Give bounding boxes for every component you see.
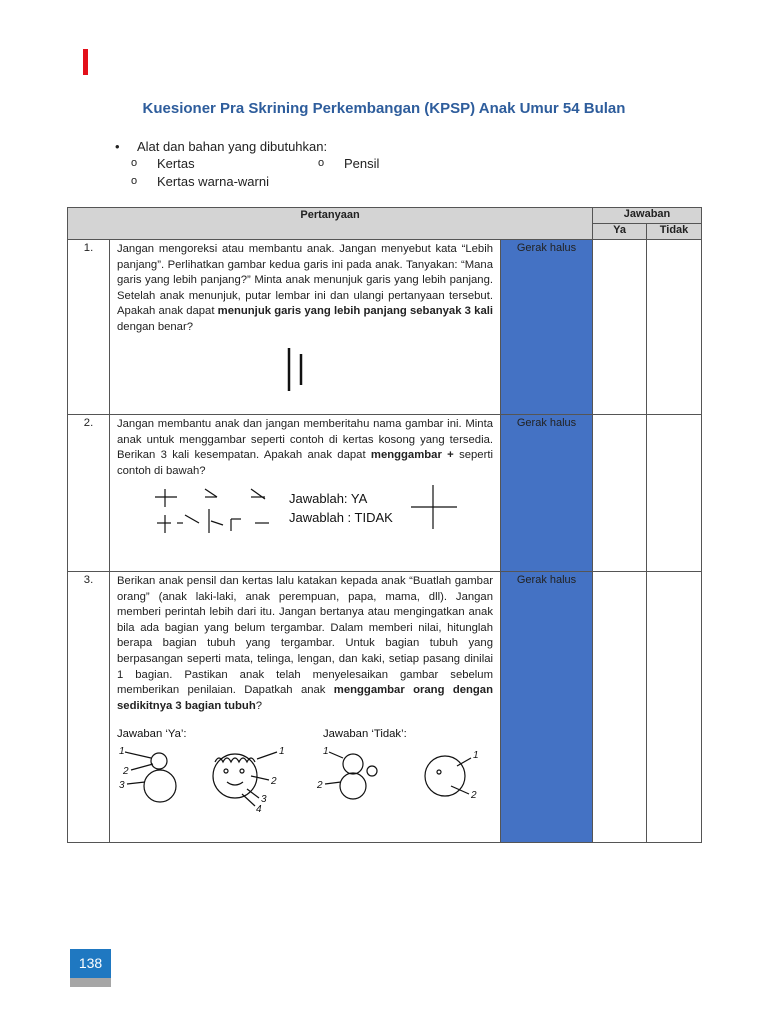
page-number-underbar bbox=[70, 978, 111, 987]
answer-yes-cell[interactable] bbox=[593, 240, 647, 415]
material-item: o Kertas bbox=[131, 156, 195, 171]
materials-heading: • Alat dan bahan yang dibutuhkan: bbox=[115, 139, 328, 154]
mark-2: 2 bbox=[271, 776, 277, 788]
question-cell: Jangan mengoreksi atau membantu anak. Jangan menyebut kata “Lebih panjang”. Perlihatkan gambar kedua garis ini pada anak. Tanyakan: “Mana garis yang lebih panjang?” Minta anak menunjuk garis yang lebih panjang. Setelah anak menunjuk, putar lembar ini dan ulangi pertanyaan tersebut. Apakah anak dapat menunjuk garis yang lebih panjang sebanyak 3 kali dengan benar? bbox=[110, 240, 501, 415]
cross-examples-figure bbox=[117, 479, 493, 554]
header-answer: Jawaban bbox=[593, 208, 702, 224]
mark-2: 2 bbox=[123, 766, 129, 778]
two-lines-drawing bbox=[117, 336, 494, 396]
mark-1: 1 bbox=[323, 746, 329, 758]
kpsp-table bbox=[67, 207, 702, 843]
mark-2: 2 bbox=[471, 790, 477, 802]
mark-3: 3 bbox=[119, 780, 125, 792]
table-row bbox=[68, 572, 702, 843]
material-item: o Kertas warna-warni bbox=[131, 174, 269, 189]
material-item: o Pensil bbox=[318, 156, 380, 171]
two-lines-figure bbox=[117, 336, 493, 396]
page-number: 138 bbox=[70, 949, 111, 978]
domain-cell: Gerak halus bbox=[501, 415, 593, 572]
person-drawings bbox=[117, 714, 494, 814]
header-yes: Ya bbox=[593, 224, 647, 240]
answer-no-cell[interactable] bbox=[647, 415, 702, 572]
row-number: 2. bbox=[68, 415, 110, 572]
mark-3: 3 bbox=[261, 794, 267, 806]
row-number: 1. bbox=[68, 240, 110, 415]
mark-1: 1 bbox=[119, 746, 125, 758]
answer-no-cell[interactable] bbox=[647, 572, 702, 843]
fig-yes-label: Jawablah: YA bbox=[289, 491, 368, 507]
mark-2: 2 bbox=[317, 780, 323, 792]
mark-1: 1 bbox=[279, 746, 285, 758]
person-drawings-figure bbox=[117, 714, 493, 814]
cross-examples-drawing bbox=[117, 479, 494, 554]
question-cell: Berikan anak pensil dan kertas lalu katakan kepada anak “Buatlah gambar orang” (anak laki-laki, anak perempuan, papa, mama, dll). Jangan memberi perintah lebih dari itu. Jangan bertanya atau mengingatkan anak bila ada bagian yang belum tergambar. Dalam memberi nilai, hitunglah berapa bagian tubuh yang tergambar. Untuk bagian tubuh yang berpasangan seperti mata, telinga, lengan, dan kaki, setiap pasang dinilai 1 bagian. Pastikan anak telah menyelesaikan gambar sebelum memberikan penilaian. Dapatkah anak menggambar orang dengan sedikitnya 3 bagian tubuh? Jawaban ‘Ya’: Jawaban ‘Tidak’: 1 2 3 1 2 3 4 1 2 1 2 bbox=[110, 572, 501, 843]
domain-cell: Gerak halus bbox=[501, 240, 593, 415]
table-row bbox=[68, 240, 702, 415]
answer-no-cell[interactable] bbox=[647, 240, 702, 415]
red-accent-bar bbox=[83, 49, 88, 75]
row-number: 3. bbox=[68, 572, 110, 843]
page-title: Kuesioner Pra Skrining Perkembangan (KPSP) Anak Umur 54 Bulan bbox=[142, 100, 626, 117]
mark-1: 1 bbox=[473, 750, 479, 762]
answer-yes-cell[interactable] bbox=[593, 572, 647, 843]
mark-4: 4 bbox=[256, 804, 262, 815]
answer-yes-cell[interactable] bbox=[593, 415, 647, 572]
header-no: Tidak bbox=[647, 224, 702, 240]
domain-cell: Gerak halus bbox=[501, 572, 593, 843]
table-row bbox=[68, 415, 702, 572]
fig-no-label: Jawablah : TIDAK bbox=[289, 510, 393, 526]
fig-no-label: Jawaban ‘Tidak’: bbox=[323, 728, 407, 741]
fig-yes-label: Jawaban ‘Ya’: bbox=[117, 728, 187, 741]
question-cell: Jangan membantu anak dan jangan memberitahu nama gambar ini. Minta anak untuk menggambar seperti contoh di kertas kosong yang tersedia. Berikan 3 kali kesempatan. Apakah anak dapat menggambar + seperti contoh di bawah? Jawablah: YA Jawablah : TIDAK bbox=[110, 415, 501, 572]
header-question: Pertanyaan bbox=[68, 208, 593, 240]
